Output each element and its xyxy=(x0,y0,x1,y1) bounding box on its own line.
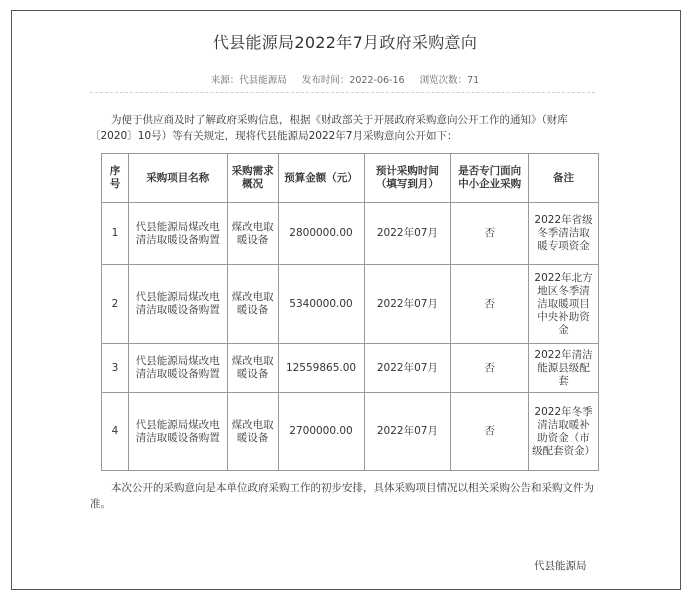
table-cell: 代县能源局煤改电清洁取暖设备购置 xyxy=(128,203,227,265)
table-cell: 否 xyxy=(451,203,529,265)
header-cell: 是否专门面向中小企业采购 xyxy=(451,154,529,203)
source-label: 来源：代县能源局 xyxy=(210,75,287,86)
intro-paragraph: 为便于供应商及时了解政府采购信息，根据《财政部关于开展政府采购意向公开工作的通知》（财库〔2020〕10号）等有关规定，现将代县能源局2022年7月采购意向公开如下： xyxy=(90,114,568,142)
header-cell: 序号 xyxy=(102,154,129,203)
table-cell: 2 xyxy=(102,265,129,344)
procurement-table xyxy=(101,153,599,471)
table-cell: 5340000.00 xyxy=(278,265,364,344)
table-cell: 1 xyxy=(102,203,129,265)
header-cell: 预计采购时间（填写到月） xyxy=(364,154,451,203)
table-row xyxy=(102,265,599,344)
view-count: 浏览次数：71 xyxy=(419,75,480,86)
table-header-row xyxy=(102,154,599,203)
table-row xyxy=(102,393,599,471)
table-cell: 12559865.00 xyxy=(278,344,364,393)
signature: 代县能源局 xyxy=(534,560,587,572)
header-cell: 预算金额（元） xyxy=(278,154,364,203)
table-cell: 否 xyxy=(451,265,529,344)
table-cell: 煤改电取暖设备 xyxy=(227,265,278,344)
closing-paragraph: 本次公开的采购意向是本单位政府采购工作的初步安排，具体采购项目情况以相关采购公告和采购文件为准。 xyxy=(90,482,594,510)
table-row xyxy=(102,344,599,393)
table-cell: 2022年07月 xyxy=(364,203,451,265)
table-cell: 2022年冬季清洁取暖补助资金（市级配套资金） xyxy=(529,393,599,471)
table-cell: 2700000.00 xyxy=(278,393,364,471)
table-cell: 2022年07月 xyxy=(364,344,451,393)
table-row xyxy=(102,203,599,265)
header-cell: 备注 xyxy=(529,154,599,203)
table-cell: 代县能源局煤改电清洁取暖设备购置 xyxy=(128,393,227,471)
table-cell: 煤改电取暖设备 xyxy=(227,344,278,393)
table-cell: 否 xyxy=(451,393,529,471)
table-cell: 否 xyxy=(451,344,529,393)
table-cell: 2022年北方地区冬季清洁取暖项目中央补助资金 xyxy=(529,265,599,344)
table-cell: 2022年07月 xyxy=(364,393,451,471)
table-cell: 2022年07月 xyxy=(364,265,451,344)
header-cell: 采购项目名称 xyxy=(128,154,227,203)
page-title: 代县能源局2022年7月政府采购意向 xyxy=(212,33,478,52)
table-cell: 2022年省级冬季清洁取暖专项资金 xyxy=(529,203,599,265)
divider xyxy=(90,92,595,93)
publish-time: 发布时间：2022-06-16 xyxy=(301,75,405,86)
table-cell: 煤改电取暖设备 xyxy=(227,393,278,471)
table-cell: 煤改电取暖设备 xyxy=(227,203,278,265)
table-cell: 代县能源局煤改电清洁取暖设备购置 xyxy=(128,265,227,344)
table-cell: 4 xyxy=(102,393,129,471)
header-cell: 采购需求概况 xyxy=(227,154,278,203)
table-cell: 2022年清洁能源县级配套 xyxy=(529,344,599,393)
table-cell: 2800000.00 xyxy=(278,203,364,265)
table-cell: 代县能源局煤改电清洁取暖设备购置 xyxy=(128,344,227,393)
table-cell: 3 xyxy=(102,344,129,393)
article-meta xyxy=(0,72,690,86)
